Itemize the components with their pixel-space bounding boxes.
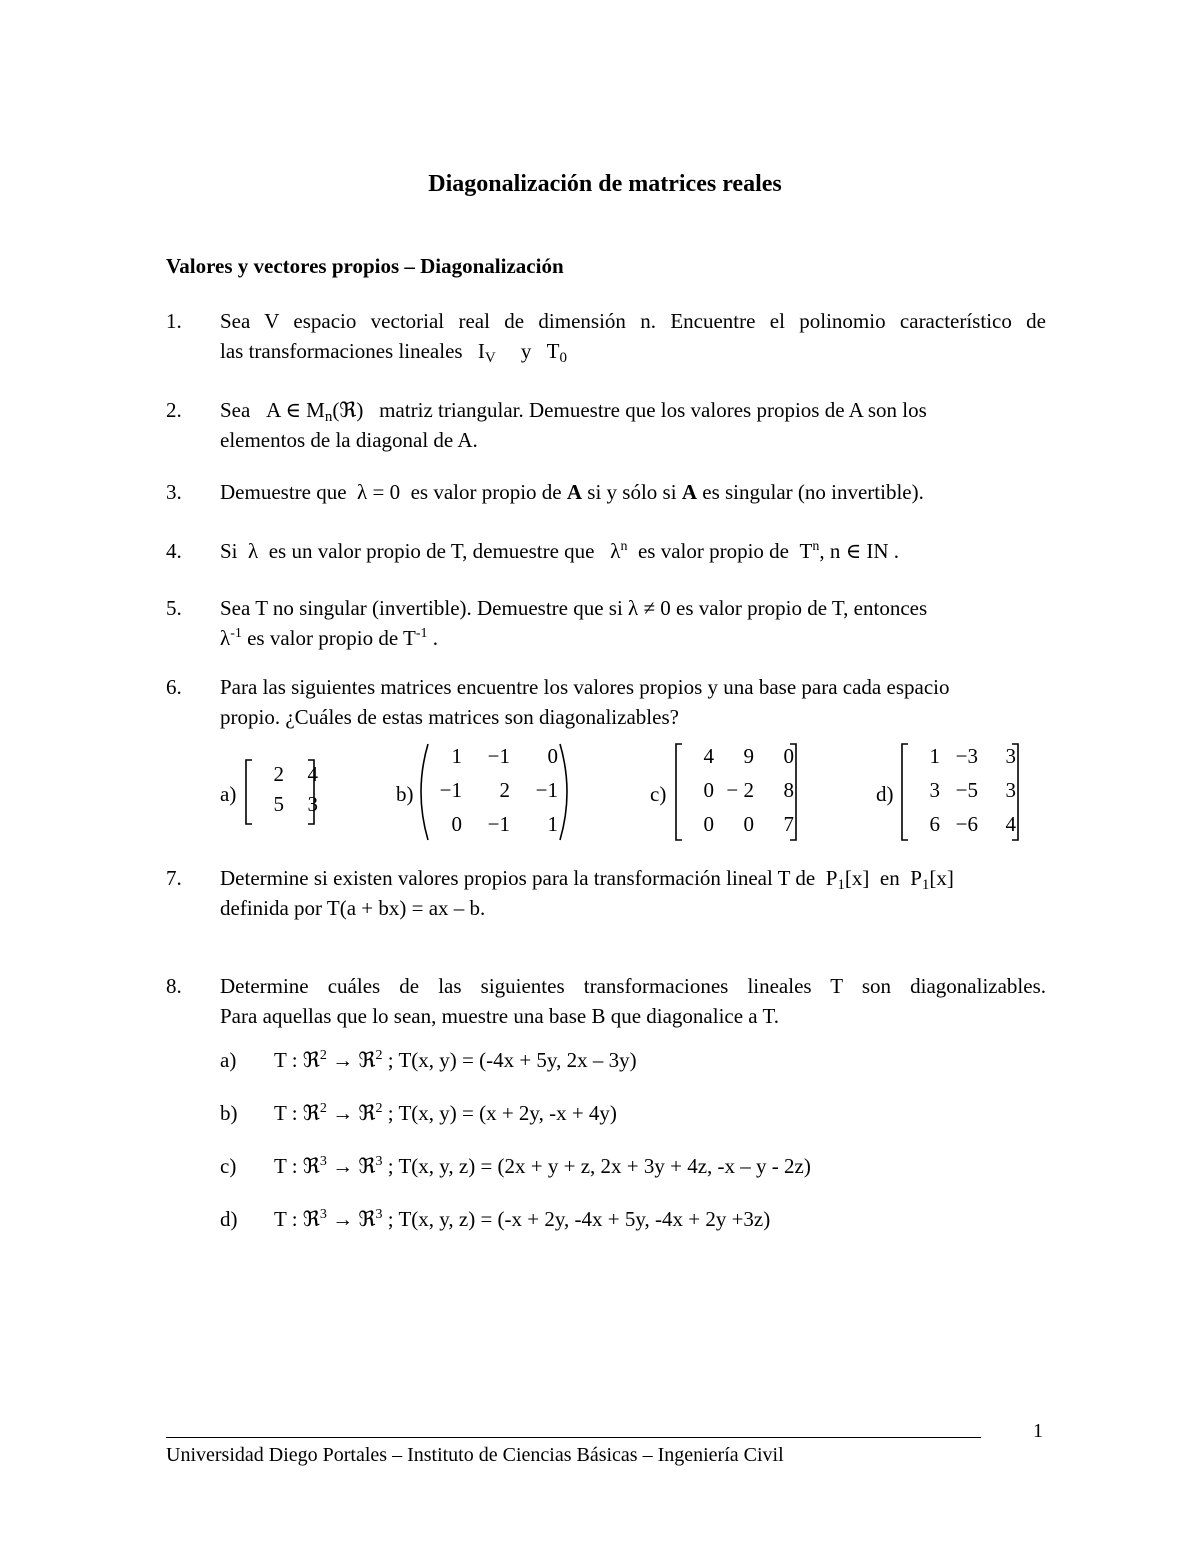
right-paren [560,744,567,840]
exercise-text: Determine cuáles de las siguientes transformaciones lineales T son diagonalizables. [220,974,1046,998]
section-title: Valores y vectores propios – Diagonalización [166,254,564,278]
math-expression: $T^n$ [799,539,820,563]
matrix-b [420,742,568,842]
matrix-cell: 2 [499,778,510,802]
matrix-cell: −1 [487,744,510,768]
matrix-cell: 0 [743,812,754,836]
matrix-cell: 2 [273,762,284,786]
matrix-cell: 0 [703,778,714,802]
matrix-label: d) [876,782,894,806]
exercise-number: 1. [166,309,182,333]
matrix-cell: 5 [273,792,284,816]
exercise-text: Sea T no singular (invertible). Demuestre que si λ ≠ 0 es valor propio de T, entonces [220,596,928,620]
exercise-number: 6. [166,675,182,699]
left-paren [421,744,428,840]
matrix-cell: 3 [1005,744,1016,768]
document-title: Diagonalización de matrices reales [428,171,782,197]
document-page: Diagonalización de matrices reales Valores y vectores propios – Diagonalización 1. Sea V espacio vectorial real de dimensión n. Encuentre el polinomio característico de las transformaciones lineales $I_V$ y $T_0$ 2. Sea A ∈ $M_n(ℜ)$ matriz triangular. Demuestre que los valores propios de A son los elementos de la diagonal de A. 3. Demuestre que λ = 0 es valor propio de A si y sólo si A es singular (no invertible). 4. Si λ es un valor propio de T, demuestre que $\lambda^n$ es valor propio de $T^n$, n ∈ IN . 5. Sea T no singular (invertible). Demuestre que si λ ≠ 0 es valor propio de T, entonces $\lambda^{-1}$ es valor propio de $T^{-1}$ . 6. Para las siguientes matrices encuentre los valores propios y una base para cada espacio propio. ¿Cuáles de estas matrices son diagonalizables? a) 2 4 5 3 b) 1 −1 0 −1 2 −1 0 −1 1 c) 4 9 0 0 − 2 8 0 0 7 d) 1 −3 3 3 −5 3 6 −6 4 7. Determine si existen valores propios para la transformación lineal T de $P_1[x]$ en $P_1[x]$ definida por T(a + bx) = ax – b. 8. Determine cuáles de las siguientes transformaciones lineales T son diagonalizables. Para aquellas que lo sean, muestre una base B que diagonalice a T. a) T : ℜ$^2$ → ℜ$^2$ ; T(x, y) = (-4x + 5y, 2x – 3y) b) T : ℜ$^2$ → ℜ$^2$ ; T(x, y) = (x + 2y, -x + 4y) c) T : ℜ$^3$ → ℜ$^3$ ; T(x, y, z) = (2x + y + z, 2x + 3y + 4z, -x – y - 2z) d) T : ℜ$^3$ → ℜ$^3$ ; T(x, y, z) = (-x + 2y, -4x + 5y, -4x + 2y +3z) 1 Universidad Diego Portales – Instituto de Ciencias Básicas – Ingeniería Civil [0,0,1200,1553]
matrix-label: a) [220,782,237,806]
exercise-number: 8. [166,974,182,998]
exercise-text: Sea V espacio vectorial real de dimensión n. Encuentre el polinomio característico de [220,309,1046,333]
matrix-cell: 3 [1005,778,1016,802]
exercise-text: definida por T(a + bx) = ax – b. [220,896,486,920]
matrix-cell: 8 [783,778,794,802]
matrix-d [900,742,1020,842]
matrix-cell: −6 [955,812,978,836]
footer-text: Universidad Diego Portales – Instituto de Ciencias Básicas – Ingeniería Civil [166,1444,784,1466]
matrix-cell: 0 [783,744,794,768]
exercise-text: elementos de la diagonal de A. [220,428,478,452]
matrix-cell: −1 [487,812,510,836]
math-polynomial-space: $P_1[x]$ [825,866,870,893]
math-polynomial-space: $P_1[x]$ [910,866,954,893]
matrix-cell: −1 [439,778,462,802]
page-number: 1 [1033,1420,1043,1442]
matrix-cell: −5 [955,778,978,802]
matrix-cell: 1 [547,812,558,836]
matrix-cell: 1 [929,744,940,768]
matrix-cell: 0 [703,812,714,836]
exercise-number: 3. [166,480,182,504]
matrix-cell: − 2 [726,778,754,802]
math-identity: $I_V$ [477,339,496,366]
exercise-number: 5. [166,596,182,620]
footer-divider [166,1437,981,1438]
math-expression: A ∈ $M_n(ℜ)$ [266,398,364,425]
math-zero-transform: $T_0$ [546,339,567,366]
exercise-number: 7. [166,866,182,890]
matrix-cell: 4 [307,762,318,786]
matrix-cell: 9 [743,744,754,768]
math-expression: λ = 0 [357,480,401,504]
exercise-text: Para las siguientes matrices encuentre los valores propios y una base para cada espacio [220,675,950,699]
matrix-cell: 3 [307,792,318,816]
matrix-cell: 4 [1005,812,1016,836]
exercise-number: 4. [166,539,182,563]
matrix-label: c) [650,782,667,806]
matrix-cell: −1 [535,778,558,802]
exercise-text: las transformaciones lineales [220,339,463,363]
math-expression: $\lambda^n$ [610,539,628,563]
matrix-cell: 4 [703,744,714,768]
matrix-cell: 3 [929,778,940,802]
matrix-c [674,742,798,842]
matrix-label: b) [396,782,414,806]
matrix-cell: 1 [451,744,462,768]
matrices-row [0,742,1200,842]
exercise-text: Para aquellas que lo sean, muestre una base B que diagonalice a T. [220,1004,780,1028]
matrix-cell: 6 [929,812,940,836]
matrix-cell: 7 [783,812,794,836]
exercise-number: 2. [166,398,182,422]
matrix-cell: 0 [451,812,462,836]
matrix-a [244,742,318,816]
matrix-cell: 0 [547,744,558,768]
matrix-cell: −3 [955,744,978,768]
exercise-text: propio. ¿Cuáles de estas matrices son diagonalizables? [220,705,679,729]
